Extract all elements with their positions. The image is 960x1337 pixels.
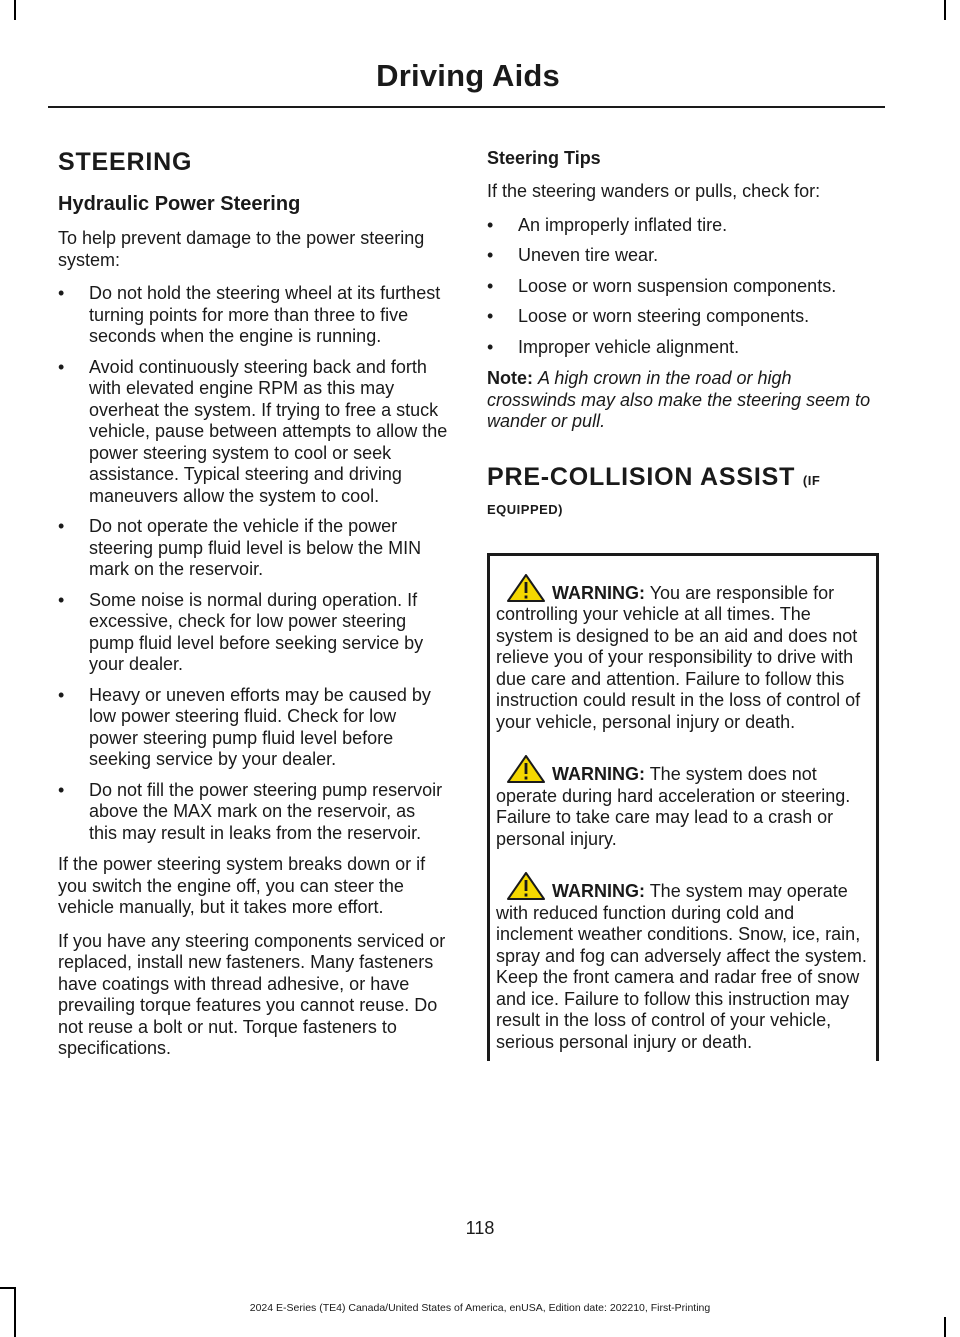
warning-item: WARNING: The system does not operate during hard acceleration or steering. Failure to take care may lead to a crash or personal injury. [496,755,870,850]
left-column [58,140,448,1072]
bullet-icon: • [58,283,65,303]
section-title-suffix: (IF EQUIPPED) [487,472,821,517]
right-column [487,140,879,1061]
list-item: • An improperly inflated tire. [487,214,728,235]
bullet-icon: • [58,589,65,610]
list-item: • Do not operate the vehicle if the power steering pump fluid level is below the MIN mark on the reservoir. [58,516,422,579]
crop-mark-bottom-right [944,1317,946,1337]
bullet-icon: • [487,306,494,326]
bullet-icon: • [487,245,494,265]
list-item: • Uneven tire wear. [487,245,659,265]
note-paragraph [487,368,879,433]
list-item: • Improper vehicle alignment. [487,336,740,357]
bullet-icon: • [58,516,65,536]
section-title-pre-collision: PRE-COLLISION ASSIST (IF EQUIPPED) [487,462,821,517]
list-item: • Heavy or uneven efforts may be caused by low power steering fluid. Check for low power steering pump fluid level before seeking service by your dealer. [58,684,431,769]
warning-label: WARNING: [552,764,645,784]
list-item: • Some noise is normal during operation. If excessive, check for low power steering pump fluid level before seeking service by your dealer. [58,589,424,674]
crop-mark-top-left [14,0,16,20]
note-text: A high crown in the road or high crosswinds may also make the steering seem to wander or pull. [487,368,871,431]
warning-item: WARNING: The system may operate with reduced function during cold and inclement weather conditions. Snow, ice, rain, spray and fog can adversely affect the system. Keep the front camera and radar free of snow and ice. Failure to follow this instruction may result in the loss of control of your vehicle, serious personal injury or death. [496,872,870,1053]
bullet-icon: • [58,356,65,377]
bullet-icon: • [58,684,65,705]
tips-intro: If the steering wanders or pulls, check for: [487,181,821,201]
list-item: • Loose or worn suspension components. [487,275,837,296]
list-item: • Loose or worn steering components. [487,306,810,326]
warning-triangle-icon [506,574,546,602]
steering-precautions-list [58,283,448,844]
bullet-icon: • [487,214,494,235]
warning-box [487,553,879,1061]
warning-triangle-icon [506,755,546,783]
warning-item: WARNING: You are responsible for controlling your vehicle at all times. The system is designed to be an aid and does not relieve you of your responsibility to drive with due care and attention. Failure to follow this instruction could result in the loss of control of your vehicle, personal injury or death. [496,574,870,734]
list-item: • Do not fill the power steering pump reservoir above the MAX mark on the reservoir, as this may result in leaks from the reservoir. [58,779,443,843]
header-divider [48,106,885,108]
bullet-icon: • [58,779,65,800]
intro-paragraph: To help prevent damage to the power steering system: [58,228,425,270]
list-item: • Do not hold the steering wheel at its furthest turning points for more than three to five seconds when the engine is running. [58,283,441,346]
page-number: 118 [465,1218,495,1238]
bullet-icon: • [487,275,494,296]
manual-steering-paragraph: If the power steering system breaks down or if you switch the engine off, you can steer the vehicle manually, but it takes more effort. [58,854,426,917]
steering-tips-list [487,215,879,359]
note-label: Note: [487,368,533,388]
section-title-steering: STEERING [58,148,193,176]
footer-text: 2024 E-Series (TE4) Canada/United States of America, enUSA, Edition date: 202210, First-Printing [249,1302,711,1314]
warning-triangle-icon [506,872,546,900]
bullet-icon: • [487,336,494,357]
warning-label: WARNING: [552,582,645,603]
fasteners-paragraph: If you have any steering components serviced or replaced, install new fasteners. Many fasteners have coatings with thread adhesive, or have prevailing torque features you cannot reuse. Do not reuse a bolt or nut. Torque fasteners to specifications. [58,930,446,1058]
warning-label: WARNING: [552,881,645,901]
crop-mark-bottom-left-h [0,1287,14,1289]
list-item: • Avoid continuously steering back and forth with elevated engine RPM as this may overheat the system. If trying to free a stuck vehicle, pause between attempts to allow the power steering system to cool or seek assistance. Typical steering and driving maneuvers allow the system to cool. [58,356,448,506]
page-header-title: Driving Aids [376,58,560,93]
crop-mark-top-right [944,0,946,20]
steering-tips-title: Steering Tips [487,148,601,168]
subsection-title: Hydraulic Power Steering [58,193,301,215]
